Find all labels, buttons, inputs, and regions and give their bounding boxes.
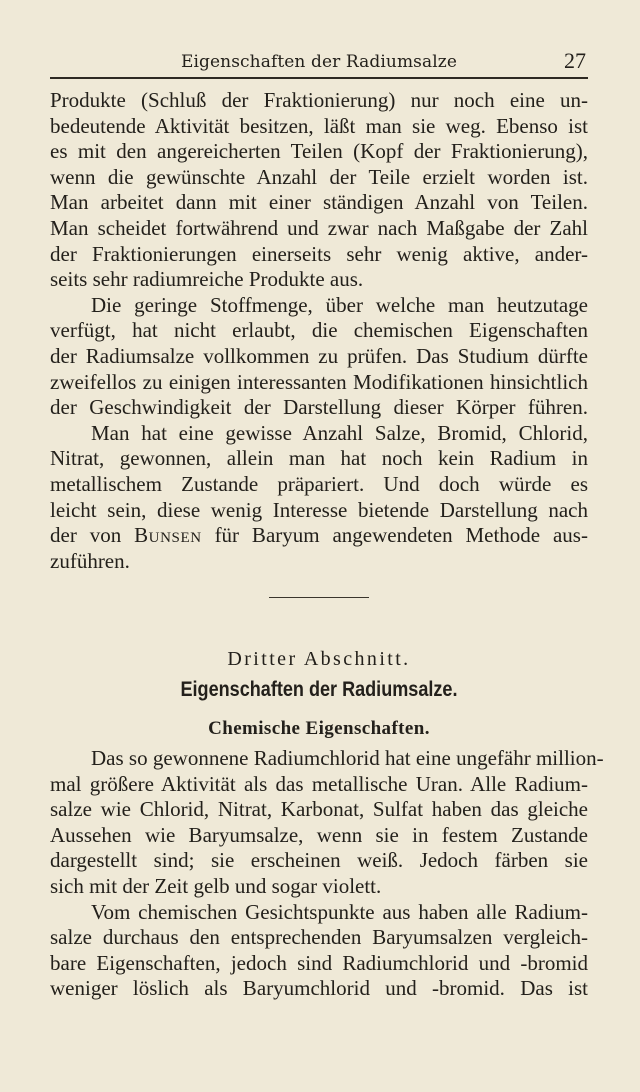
text-line: der Fraktionierungen einerseits sehr wenig aktive, ander- [50, 241, 588, 266]
text-line: salze durchaus den entsprechenden Baryumsalzen vergleich- [50, 925, 588, 950]
text-line: zweifellos zu einigen interessanten Modifikationen hinsichtlich [50, 369, 588, 394]
text-line: zuführen. [50, 548, 130, 573]
header-rule [50, 77, 588, 79]
text-line: leicht sein, diese wenig Interesse bietende Darstellung nach [50, 497, 588, 522]
page-number: 27 [564, 48, 586, 73]
text-line: es mit den angereicherten Teilen (Kopf der Fraktionierung), [50, 139, 588, 164]
text-line: Man arbeitet dann mit einer ständigen Anzahl von Teilen. [50, 190, 588, 215]
text-line: sich mit der Zeit gelb und sogar violett. [50, 873, 382, 898]
text-line: der Radiumsalze vollkommen zu prüfen. Das Studium dürfte [50, 343, 588, 368]
text-line: Vom chemischen Gesichtspunkte aus haben alle Radium- [91, 899, 588, 924]
section-subtitle: Chemische Eigenschaften. [208, 718, 430, 739]
text-line: mal größere Aktivität als das metallische Uran. Alle Radium- [50, 771, 588, 796]
text-line: dargestellt sind; sie erscheinen weiß. Jedoch färben sie [50, 848, 588, 873]
text-line: wenn die gewünschte Anzahl der Teile erzielt worden ist. [50, 164, 588, 189]
text-line: weniger löslich als Baryumchlorid und -bromid. Das ist [50, 976, 588, 1001]
text-line: metallischem Zustande präpariert. Und doch würde es [50, 471, 588, 496]
text-line: der Geschwindigkeit der Darstellung dieser Körper führen. [50, 395, 588, 420]
text-line: Produkte (Schluß der Fraktionierung) nur noch eine un- [50, 88, 588, 112]
text-line: bedeutende Aktivität besitzen, läßt man sie weg. Ebenso ist [50, 113, 588, 138]
running-title: Eigenschaften der Radiumsalze [180, 52, 457, 72]
section-title: Eigenschaften der Radiumsalze. [180, 678, 458, 701]
text-line [50, 523, 588, 549]
text-line: Aussehen wie Baryumsalze, wenn sie in festem Zustande [50, 822, 588, 847]
text-line: Das so gewonnene Radiumchlorid hat eine ungefähr million- [91, 746, 604, 770]
running-head [50, 48, 588, 76]
text-line: salze wie Chlorid, Nitrat, Karbonat, Sulfat haben das gleiche [50, 797, 588, 822]
section-divider [269, 597, 369, 598]
text-line: verfügt, hat nicht erlaubt, die chemischen Eigenschaften [50, 318, 588, 343]
text-line: Nitrat, gewonnen, allein man hat noch kein Radium in [50, 446, 588, 471]
body-text-upper [50, 88, 588, 574]
body-text-lower [50, 746, 604, 1002]
author-name-smallcaps: Bunsen [134, 523, 202, 548]
text-line: Man scheidet fortwährend und zwar nach Maßgabe der Zahl [50, 215, 588, 240]
text-line: seits sehr radiumreiche Produkte aus. [50, 267, 364, 292]
section-number: Dritter Abschnitt. [227, 648, 411, 670]
text-line: bare Eigenschaften, jedoch sind Radiumchlorid und -bromid [50, 950, 588, 975]
text-fragment: für Baryum angewendeten Methode aus- [201, 523, 588, 548]
text-line: Man hat eine gewisse Anzahl Salze, Bromid, Chlorid, [91, 420, 588, 445]
text-fragment: der von [50, 523, 135, 548]
text-line: Die geringe Stoffmenge, über welche man heutzutage [91, 292, 588, 317]
